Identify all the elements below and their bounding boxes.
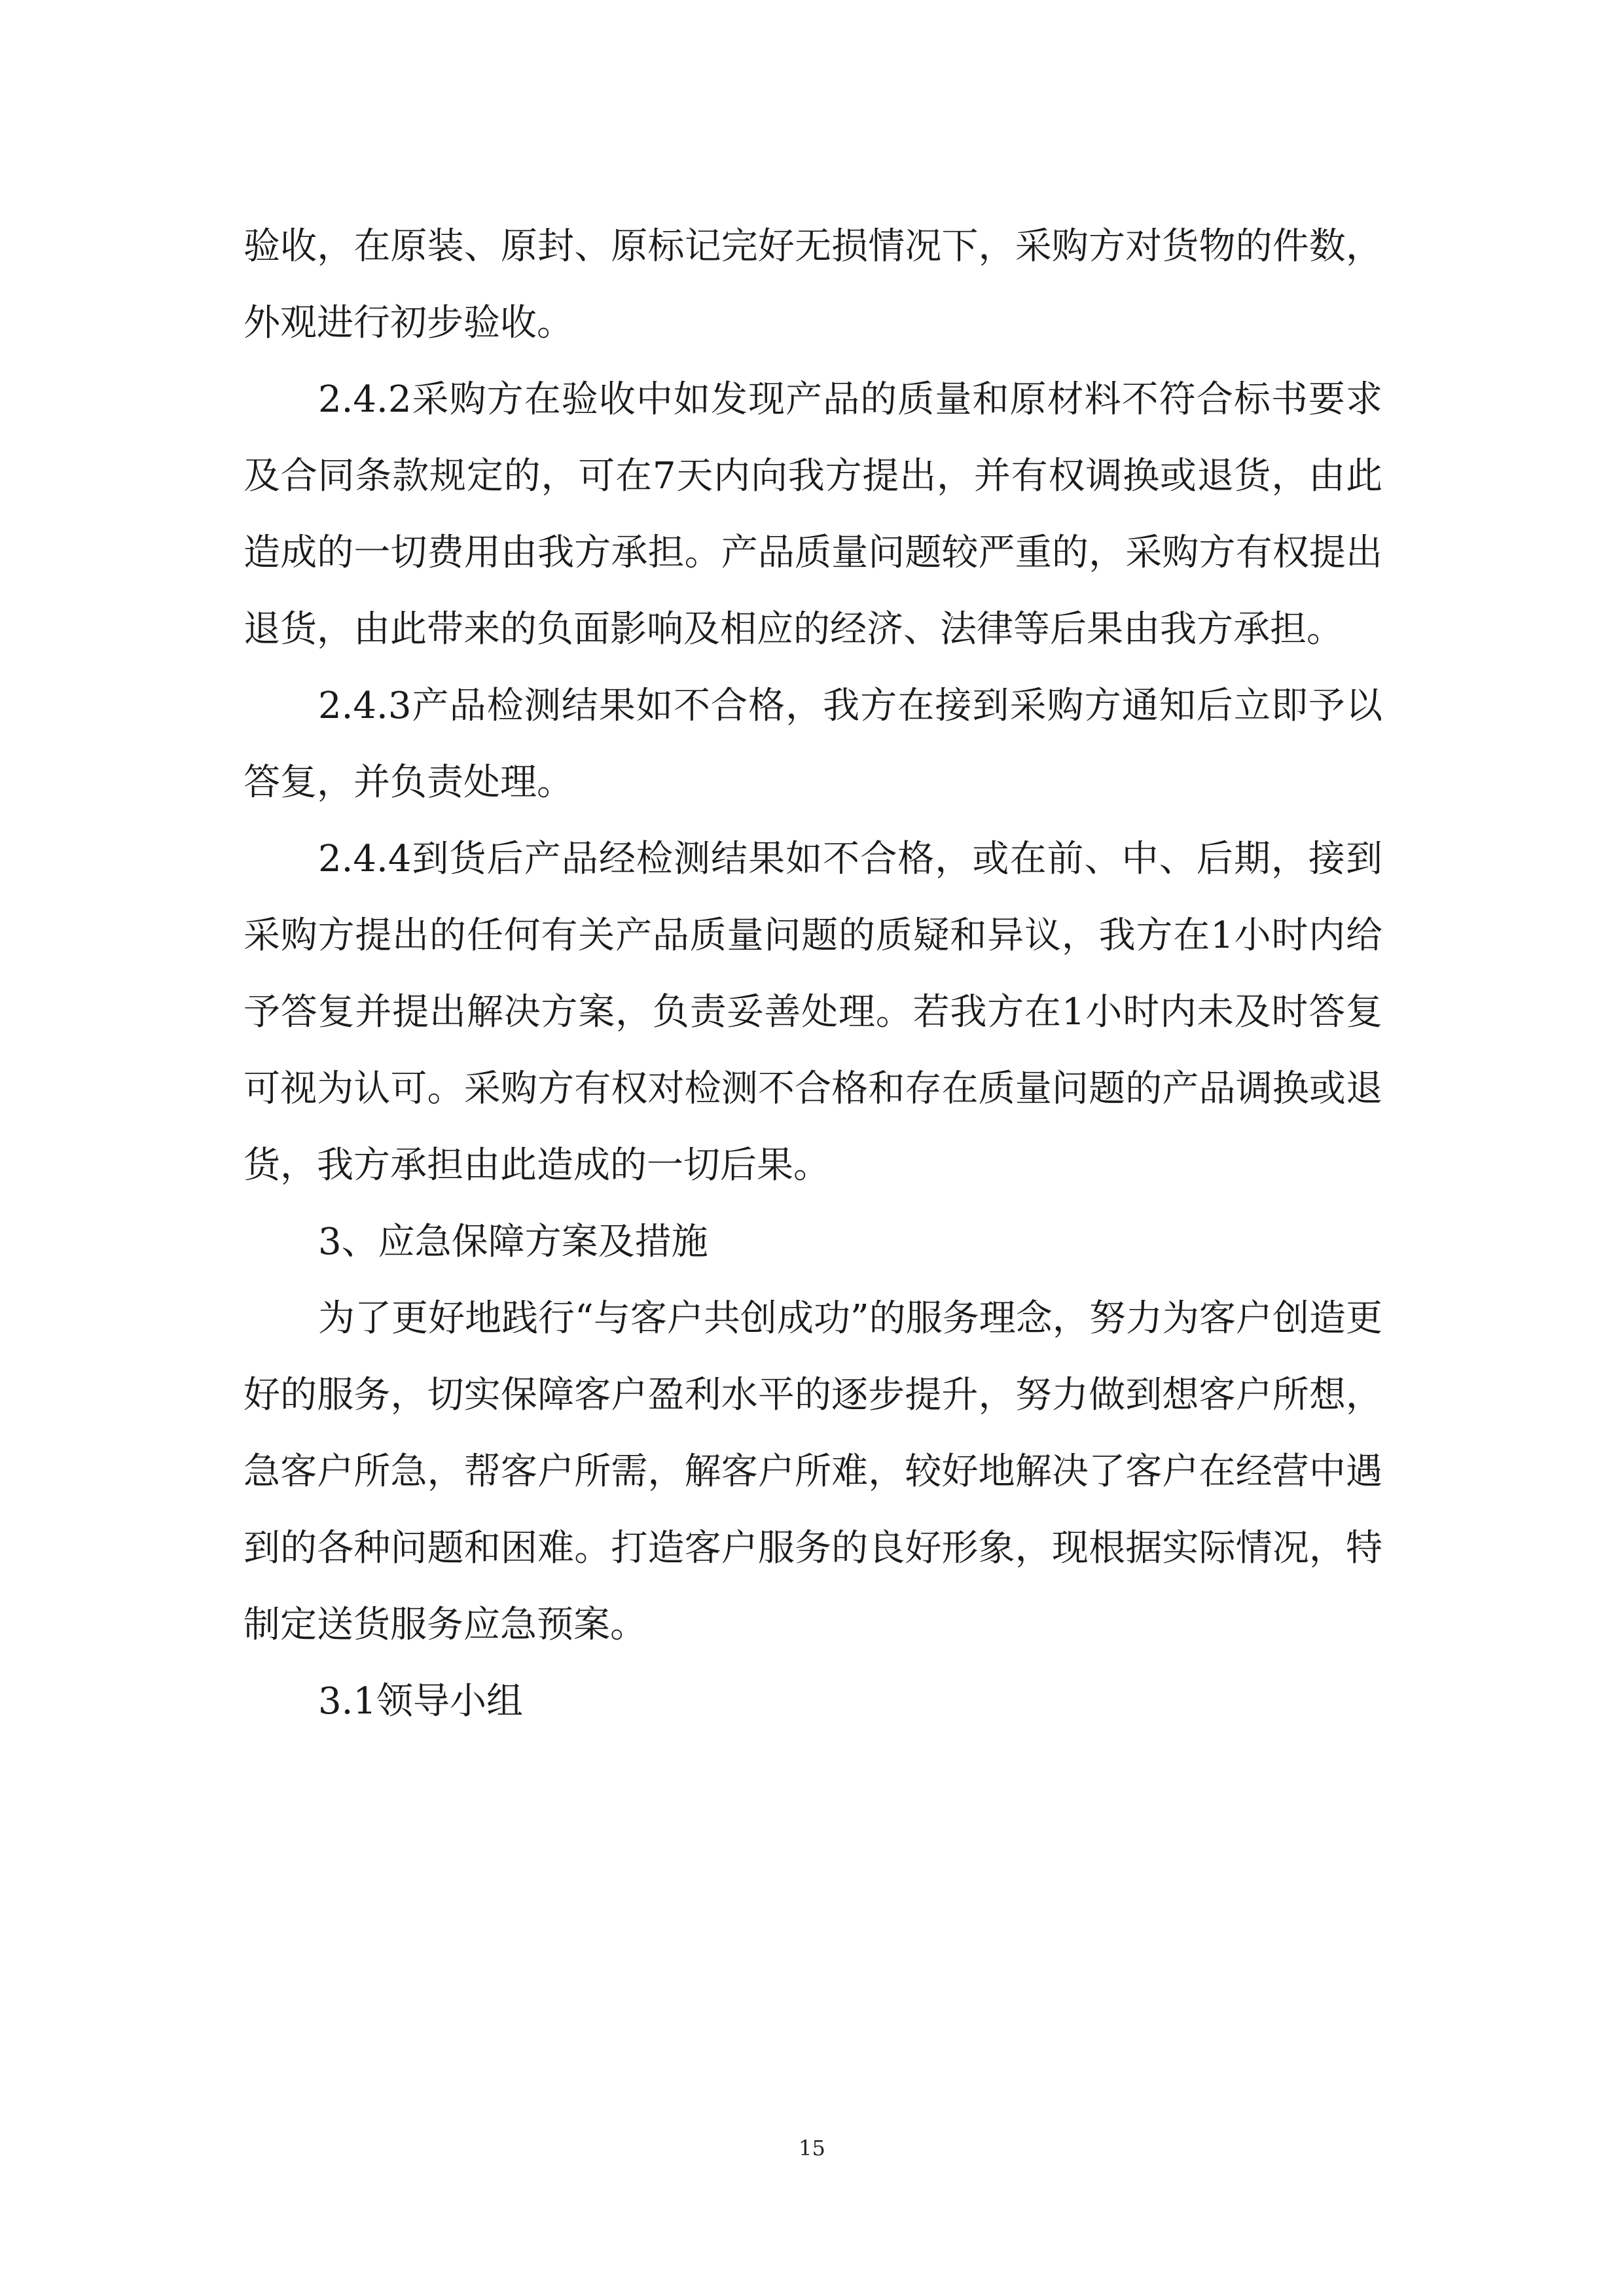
page-number: 15: [799, 2136, 825, 2161]
paragraph-2-4-4: 2.4.4到货后产品经检测结果如不合格，或在前、中、后期，接到采购方提出的任何有关产品质量问题的质疑和异议，我方在1小时内给予答复并提出解决方案，负责妥善处理。若我方在1小时内未及时答复可视为认可。采购方有权对检测不合格和存在质量问题的产品调换或退货，我方承担由此造成的一切后果。: [244, 838, 1382, 1187]
document-body: [244, 208, 1382, 1740]
paragraph-2-4-3: 2.4.3产品检测结果如不合格，我方在接到采购方通知后立即予以答复，并负责处理。: [244, 685, 1382, 804]
subsection-heading-3-1: 3.1领导小组: [318, 1680, 524, 1723]
paragraph-2-4-2: 2.4.2采购方在验收中如发现产品的质量和原材料不符合标书要求及合同条款规定的，可在7天内向我方提出，并有权调换或退货，由此造成的一切费用由我方承担。产品质量问题较严重的，采购方有权提出退货，由此带来的负面影响及相应的经济、法律等后果由我方承担。: [244, 378, 1382, 651]
paragraph-3-intro: 为了更好地践行“与客户共创成功”的服务理念，努力为客户创造更好的服务，切实保障客户盈利水平的逐步提升，努力做到想客户所想，急客户所急，帮客户所需，解客户所难，较好地解决了客户在经营中遇到的各种问题和困难。打造客户服务的良好形象，现根据实际情况，特制定送货服务应急预案。: [244, 1297, 1382, 1646]
section-heading-3: 3、应急保障方案及措施: [318, 1221, 708, 1263]
paragraph-continuation: 验收，在原装、原封、原标记完好无损情况下，采购方对货物的件数，外观进行初步验收。: [244, 225, 1382, 344]
